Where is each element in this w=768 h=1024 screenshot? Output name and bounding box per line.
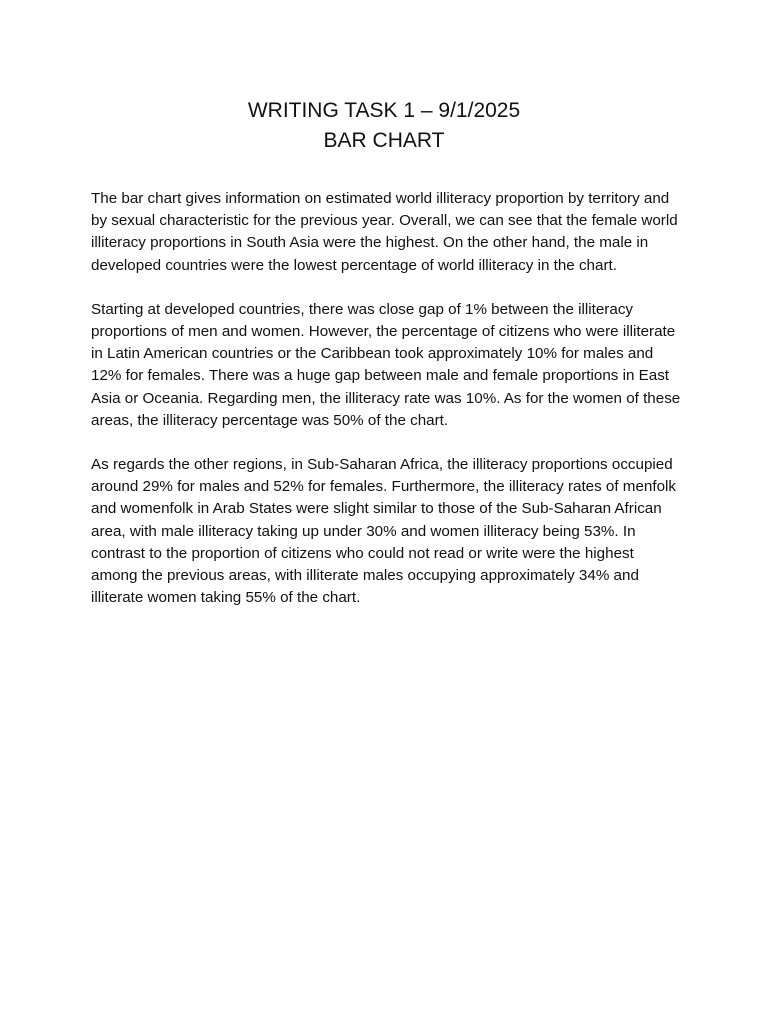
document-body [91, 188, 681, 631]
title-line-1: WRITING TASK 1 – 9/1/2025 [247, 99, 521, 122]
paragraph-introduction: The bar chart gives information on estimated world illiteracy proportion by territory and by sexual characteristic for the previous year. Overall, we can see that the female world illiteracy proportions in South Asia were the highest. On the other hand, the male in developed countries were the lowest percentage of world illiteracy in the chart. [91, 190, 678, 274]
document-title [0, 96, 768, 156]
paragraph-body-2: As regards the other regions, in Sub-Saharan Africa, the illiteracy proportions occupied around 29% for males and 52% for females. Furthermore, the illiteracy rates of menfolk and womenfolk in Arab States were slight similar to those of the Sub-Saharan African area, with male illiteracy taking up under 30% and women illiteracy being 53%. In contrast to the proportion of citizens who could not read or write were the highest among the previous areas, with illiterate males occupying approximately 34% and illiterate women taking 55% of the chart. [91, 456, 676, 607]
paragraph-body-1: Starting at developed countries, there was close gap of 1% between the illiteracy proportions of men and women. However, the percentage of citizens who were illiterate in Latin American countries or the Caribbean took approximately 10% for males and 12% for females. There was a huge gap between male and female proportions in East Asia or Oceania. Regarding men, the illiteracy rate was 10%. As for the women of these areas, the illiteracy percentage was 50% of the chart. [91, 300, 681, 429]
title-line-2: BAR CHART [323, 129, 445, 152]
